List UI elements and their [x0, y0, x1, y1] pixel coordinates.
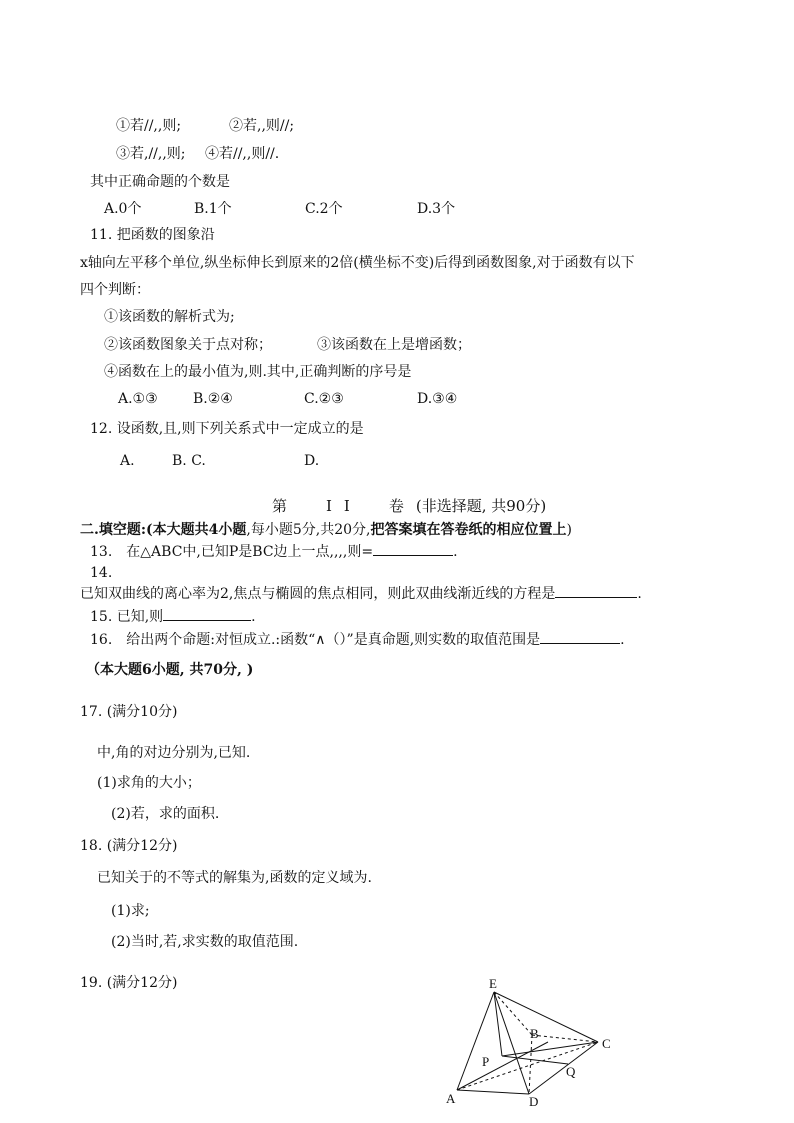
q15: [90, 606, 256, 626]
heading-suffix: ): [566, 522, 572, 538]
label-q: Q: [566, 1064, 576, 1079]
answer-section-heading: （本大题6小题, 共70分, ): [86, 662, 254, 678]
label-e: E: [489, 976, 497, 991]
q11-stem-line2: x轴向左平移个单位,纵坐标伸长到原来的2倍(横坐标不变)后得到函数图象,对于函数有以下: [80, 255, 635, 271]
q13-end: .: [453, 544, 458, 560]
heading-bold-1: 本大题共4小题: [152, 522, 247, 538]
section-title: [272, 497, 546, 515]
q18-part-1: (1)求;: [111, 903, 150, 919]
q11-option-b: B.②④: [193, 391, 233, 407]
q10-statement-1: ①若//,,则;: [116, 118, 182, 134]
edge-ad: [457, 1090, 529, 1094]
heading-prefix: 二.填空题:(: [80, 522, 153, 538]
q13-text: 13. 在△ABC中,已知P是BC边上一点,,,,则=: [90, 544, 374, 560]
q10-option-b: B.1个: [194, 201, 232, 217]
q10-statement-2: ②若,,则//;: [229, 118, 295, 134]
edge-ac-hidden: [457, 1042, 598, 1090]
q14-end: .: [637, 586, 642, 602]
q16-text: 16. 给出两个命题:对恒成立.:函数“∧（）”是真命题,则实数的取值范围是: [90, 632, 541, 648]
q10-option-c: C.2个: [305, 201, 343, 217]
q16-end: .: [620, 632, 625, 648]
q14-number: 14.: [90, 565, 113, 581]
q10-statement-4: ④若//,,则//.: [205, 146, 280, 162]
q10-statement-3: ③若,//,,则;: [116, 146, 186, 162]
edge-ea: [457, 992, 494, 1090]
q19-number: 19. (满分12分): [80, 975, 178, 991]
q12-stem: 12. 设函数,且,则下列关系式中一定成立的是: [90, 421, 364, 437]
q11-stem: 11. 把函数的图象沿: [90, 227, 215, 243]
heading-mid: ,每小题5分,共20分,: [246, 522, 371, 538]
label-c: C: [602, 1036, 611, 1051]
edge-pq: [502, 1056, 568, 1064]
q11-option-a: A.①③: [118, 391, 158, 407]
q11-stem-line3: 四个判断：: [80, 282, 150, 298]
section-title-sub: (非选择题, 共90分): [415, 497, 547, 515]
q10-stem: 其中正确命题的个数是: [90, 174, 230, 190]
edge-dc: [529, 1042, 598, 1094]
q11-option-c: C.②③: [304, 391, 344, 407]
q10-option-d: D.3个: [417, 201, 456, 217]
edge-ed: [494, 992, 529, 1094]
q12-option-bc: B. C.: [172, 453, 206, 469]
q15-text: 15. 已知,则: [90, 609, 164, 625]
q11-judgment-4: ④函数在上的最小值为,则.其中,正确判断的序号是: [104, 364, 412, 380]
edge-eb-hidden: [494, 992, 532, 1035]
pyramid-figure: [440, 972, 620, 1110]
q15-answer-blank: [163, 606, 251, 621]
q14: [80, 583, 642, 603]
label-a: A: [446, 1091, 456, 1106]
q18-part-2: (2)当时,若,求实数的取值范围.: [111, 934, 299, 950]
q13: [90, 541, 458, 561]
q13-answer-blank: [373, 541, 453, 556]
q12-option-a: A.: [120, 453, 135, 469]
edge-ab: [457, 1042, 548, 1090]
q14-answer-blank: [555, 583, 637, 598]
q16: [90, 629, 625, 649]
label-d: D: [529, 1094, 539, 1109]
q11-option-d: D.③④: [417, 391, 458, 407]
q11-judgment-3: ③该函数在上是增函数；: [317, 337, 471, 353]
edge-ec: [494, 992, 598, 1042]
edge-pc: [502, 1042, 598, 1056]
q17-part-1: (1)求角的大小；: [97, 775, 201, 791]
q10-option-a: A.0个: [104, 201, 142, 217]
edge-ep: [494, 992, 502, 1056]
q11-judgment-1: ①该函数的解析式为;: [104, 309, 235, 325]
section-title-main: 第 II 卷: [272, 497, 416, 515]
q16-answer-blank: [540, 629, 620, 644]
q17-part-2: (2)若，求的面积.: [111, 806, 220, 822]
q18-number: 18. (满分12分): [80, 838, 178, 854]
q14-text: 已知双曲线的离心率为2,焦点与椭圆的焦点相同，则此双曲线渐近线的方程是: [80, 586, 556, 602]
label-b: B: [530, 1026, 539, 1041]
q12-option-d: D.: [304, 453, 320, 469]
fill-section-heading: [80, 521, 572, 539]
q18-stem: 已知关于的不等式的解集为,函数的定义域为.: [97, 870, 372, 886]
q17-number: 17. (满分10分): [80, 704, 178, 720]
q15-end: .: [251, 609, 256, 625]
heading-bold-2: 把答案填在答卷纸的相应位置上: [370, 522, 567, 538]
edge-bc-hidden: [532, 1035, 598, 1042]
q11-judgment-2: ②该函数图象关于点对称；: [104, 337, 272, 353]
q17-stem: 中,角的对边分别为,已知.: [97, 745, 251, 761]
label-p: P: [482, 1054, 490, 1069]
